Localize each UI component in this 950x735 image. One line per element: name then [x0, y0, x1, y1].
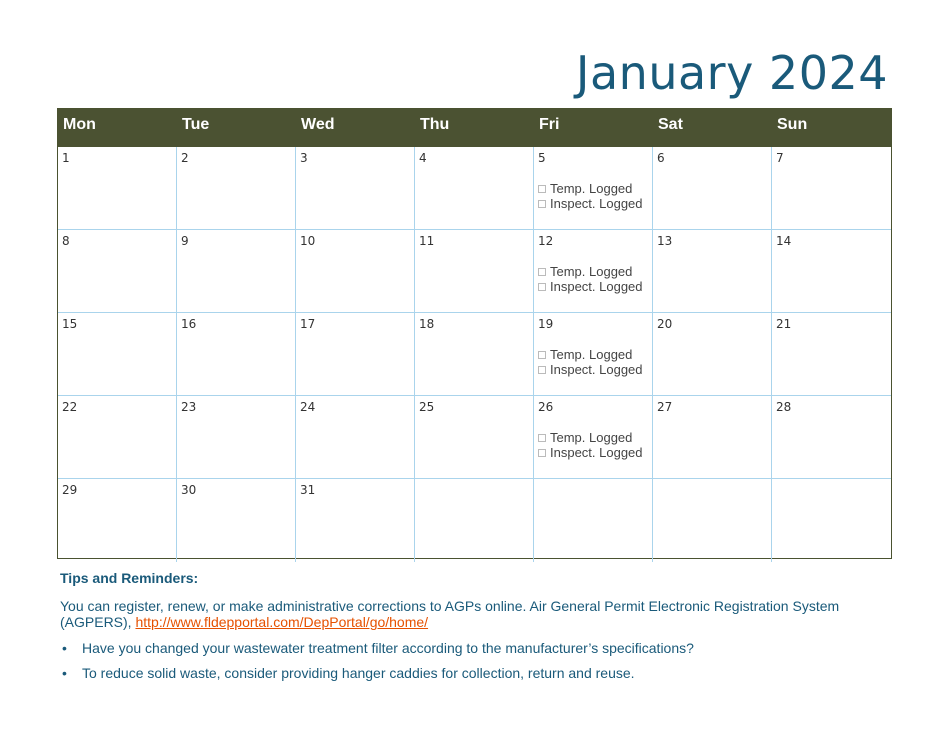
weekday-thu: Thu [420, 116, 450, 133]
day-cell [534, 147, 653, 230]
weekday-wed: Wed [301, 116, 335, 133]
day-number: 10 [300, 234, 316, 248]
log-label: Inspect. Logged [550, 278, 643, 294]
log-item[interactable] [538, 363, 643, 378]
day-number: 16 [181, 317, 197, 331]
day-cell [177, 313, 296, 396]
day-cell [772, 396, 891, 479]
day-number: 25 [419, 400, 435, 414]
day-cell [653, 313, 772, 396]
tip-text: To reduce solid waste, consider providing hanger caddies for collection, return and reuse. [82, 665, 635, 681]
weekday-header [58, 109, 891, 147]
log-label: Temp. Logged [550, 264, 633, 279]
day-number: 13 [657, 234, 673, 248]
day-cell [296, 230, 415, 313]
log-label: Temp. Logged [550, 181, 633, 196]
day-cell [296, 479, 415, 562]
log-label: Inspect. Logged [550, 361, 643, 377]
day-number: 19 [538, 317, 554, 331]
day-cell [58, 479, 177, 562]
log-checklist [538, 265, 643, 294]
day-number: 11 [419, 234, 435, 248]
empty-day-cell [772, 479, 891, 562]
tips-title: Tips and Reminders: [60, 570, 199, 586]
log-checklist [538, 431, 643, 460]
log-item[interactable] [538, 265, 643, 280]
day-cell [653, 396, 772, 479]
day-cell [772, 230, 891, 313]
day-cell [58, 396, 177, 479]
day-number: 12 [538, 234, 554, 248]
day-cell [296, 147, 415, 230]
day-cell [415, 230, 534, 313]
day-number: 6 [657, 151, 665, 165]
day-number: 2 [181, 151, 189, 165]
day-number: 29 [62, 483, 78, 497]
tip-text: Have you changed your wastewater treatment filter according to the manufacturer’s specifications? [82, 640, 694, 656]
checkbox-icon[interactable] [538, 449, 546, 457]
day-cell [772, 147, 891, 230]
tips-text-body: You can register, renew, or make administrative corrections to AGPs online. Air General Permit Electronic Registration System (AGPERS), [60, 598, 840, 630]
tips-section [60, 570, 890, 690]
day-cell [177, 147, 296, 230]
day-number: 26 [538, 400, 554, 414]
checkbox-icon[interactable] [538, 268, 546, 276]
day-number: 20 [657, 317, 673, 331]
day-cell [415, 313, 534, 396]
day-cell [653, 147, 772, 230]
day-number: 23 [181, 400, 197, 414]
day-number: 8 [62, 234, 70, 248]
day-cell [177, 230, 296, 313]
day-cell [58, 147, 177, 230]
checkbox-icon[interactable] [538, 351, 546, 359]
log-label: Temp. Logged [550, 347, 633, 362]
day-number: 18 [419, 317, 435, 331]
day-number: 24 [300, 400, 316, 414]
day-cell [177, 396, 296, 479]
day-cell [534, 396, 653, 479]
log-item[interactable] [538, 431, 643, 446]
weekday-mon: Mon [63, 116, 96, 133]
tip-bullet [60, 640, 890, 656]
log-item[interactable] [538, 446, 643, 461]
checkbox-icon[interactable] [538, 434, 546, 442]
empty-day-cell [415, 479, 534, 562]
checkbox-icon[interactable] [538, 366, 546, 374]
day-number: 7 [776, 151, 784, 165]
tip-bullet [60, 665, 890, 681]
day-number: 1 [62, 151, 70, 165]
weekday-sat: Sat [658, 116, 683, 133]
checkbox-icon[interactable] [538, 185, 546, 193]
log-label: Temp. Logged [550, 430, 633, 445]
bullet-icon: • [62, 665, 67, 681]
day-number: 5 [538, 151, 546, 165]
day-number: 4 [419, 151, 427, 165]
log-item[interactable] [538, 197, 643, 212]
day-number: 31 [300, 483, 316, 497]
day-number: 21 [776, 317, 792, 331]
log-label: Inspect. Logged [550, 444, 643, 460]
day-number: 30 [181, 483, 197, 497]
calendar [57, 108, 892, 559]
calendar-grid [58, 147, 891, 562]
day-number: 17 [300, 317, 316, 331]
day-cell [415, 396, 534, 479]
weekday-fri: Fri [539, 116, 560, 133]
page-title: January 2024 [575, 46, 888, 100]
day-cell [772, 313, 891, 396]
checkbox-icon[interactable] [538, 200, 546, 208]
log-item[interactable] [538, 348, 643, 363]
log-checklist [538, 182, 643, 211]
log-item[interactable] [538, 280, 643, 295]
day-number: 27 [657, 400, 673, 414]
empty-day-cell [534, 479, 653, 562]
weekday-sun: Sun [777, 116, 808, 133]
checkbox-icon[interactable] [538, 283, 546, 291]
tips-text [60, 598, 890, 630]
day-number: 22 [62, 400, 78, 414]
log-checklist [538, 348, 643, 377]
day-cell [296, 313, 415, 396]
empty-day-cell [653, 479, 772, 562]
day-cell [58, 230, 177, 313]
log-item[interactable] [538, 182, 643, 197]
day-number: 3 [300, 151, 308, 165]
log-label: Inspect. Logged [550, 195, 643, 211]
day-cell [177, 479, 296, 562]
day-cell [534, 230, 653, 313]
day-cell [415, 147, 534, 230]
day-number: 15 [62, 317, 78, 331]
day-cell [296, 396, 415, 479]
day-cell [653, 230, 772, 313]
portal-link[interactable]: http://www.fldepportal.com/DepPortal/go/home/ [135, 614, 429, 630]
day-number: 28 [776, 400, 792, 414]
bullet-icon: • [62, 640, 67, 656]
day-cell [58, 313, 177, 396]
weekday-tue: Tue [182, 116, 210, 133]
day-number: 14 [776, 234, 792, 248]
day-number: 9 [181, 234, 189, 248]
day-cell [534, 313, 653, 396]
